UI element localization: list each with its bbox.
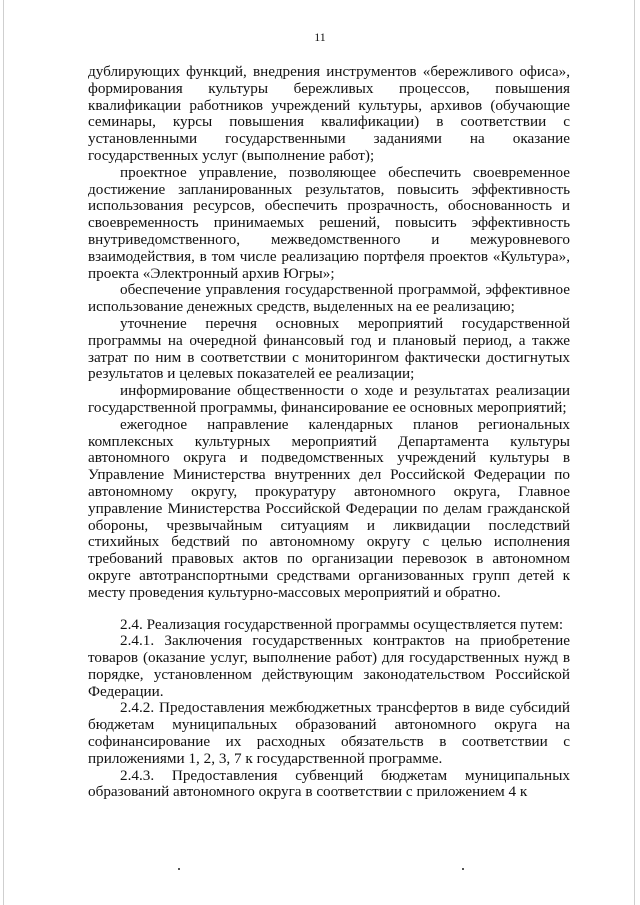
paragraph-public-information: информирование общественности о ходе и результатах реализации государственной программы, финансирование ее основных мероприятий;	[88, 382, 570, 416]
scan-speck	[178, 868, 180, 870]
paragraph-activities-list: уточнение перечня основных мероприятий государственной программы на очередной финансовый год и плановый период, а также затрат по ним в соответствии с мониторингом фактически достигнутых результатов и целевых показателей ее реализации;	[88, 314, 570, 383]
paragraph-section-2-4-2: 2.4.2. Предоставления межбюджетных трансфертов в виде субсидий бюджетам муниципальных образований автономного округа на софинансирование их расходных обязательств в соответствии с приложениями 1, 2, 3, 7 к государственной программе.	[88, 699, 570, 767]
paragraph-program-management: обеспечение управления государственной программой, эффективное использование денежных средств, выделенных на ее реализацию;	[88, 281, 570, 316]
paragraph-section-2-4: 2.4. Реализация государственной программы осуществляется путем:	[120, 615, 564, 633]
paragraph-annual-plans: ежегодное направление календарных планов региональных комплексных культурных мероприятий Департамента культуры автономного округа и подведомственных учреждений культуры в Управление Министерства внутренних дел Российской Федерации по автономному округу, прокуратуру автономного округа, Главное управление Министерства Российской Федерации по делам гражданской обороны, чрезвычайным ситуациям и ликвидации последствий стихийных бедствий по автономному округу с целью исполнения требований правовых актов по организации перевозок в автономном округе автотранспортными средствами организованных групп детей к месту проведения культурно-массовых мероприятий и обратно.	[88, 415, 570, 601]
paragraph-project-management: проектное управление, позволяющее обеспечить своевременное достижение запланированных результатов, повысить эффективность использования ресурсов, обеспечить прозрачность, обоснованность и своевременность принимаемых решений, повысить эффективность внутриведомственного, межведомственного и межуровневого взаимодействия, в том числе реализацию портфеля проектов «Культура», проекта «Электронный архив Югры»;	[88, 163, 570, 282]
paragraph-continuation: дублирующих функций, внедрения инструментов «бережливого офиса», формирования культуры бережливых процессов, повышения квалификации работников учреждений культуры, архивов (обучающие семинары, курсы повышения квалификации) в соответствии с установленными государственными заданиями на оказание государственных услуг (выполнение работ);	[88, 63, 570, 164]
paragraph-section-2-4-3: 2.4.3. Предоставления субвенций бюджетам муниципальных образований автономного округа в соответствии с приложением 4 к	[88, 766, 570, 801]
scan-left-edge	[3, 0, 4, 905]
page-number: 11	[314, 30, 326, 44]
scan-right-edge	[634, 0, 635, 905]
body-text	[88, 64, 570, 801]
scan-speck	[462, 868, 464, 870]
paragraph-section-2-4-1: 2.4.1. Заключения государственных контрактов на приобретение товаров (оказание услуг, выполнение работ) для государственных нужд в порядке, установленном действующим законодательством Российской Федерации.	[88, 632, 570, 700]
